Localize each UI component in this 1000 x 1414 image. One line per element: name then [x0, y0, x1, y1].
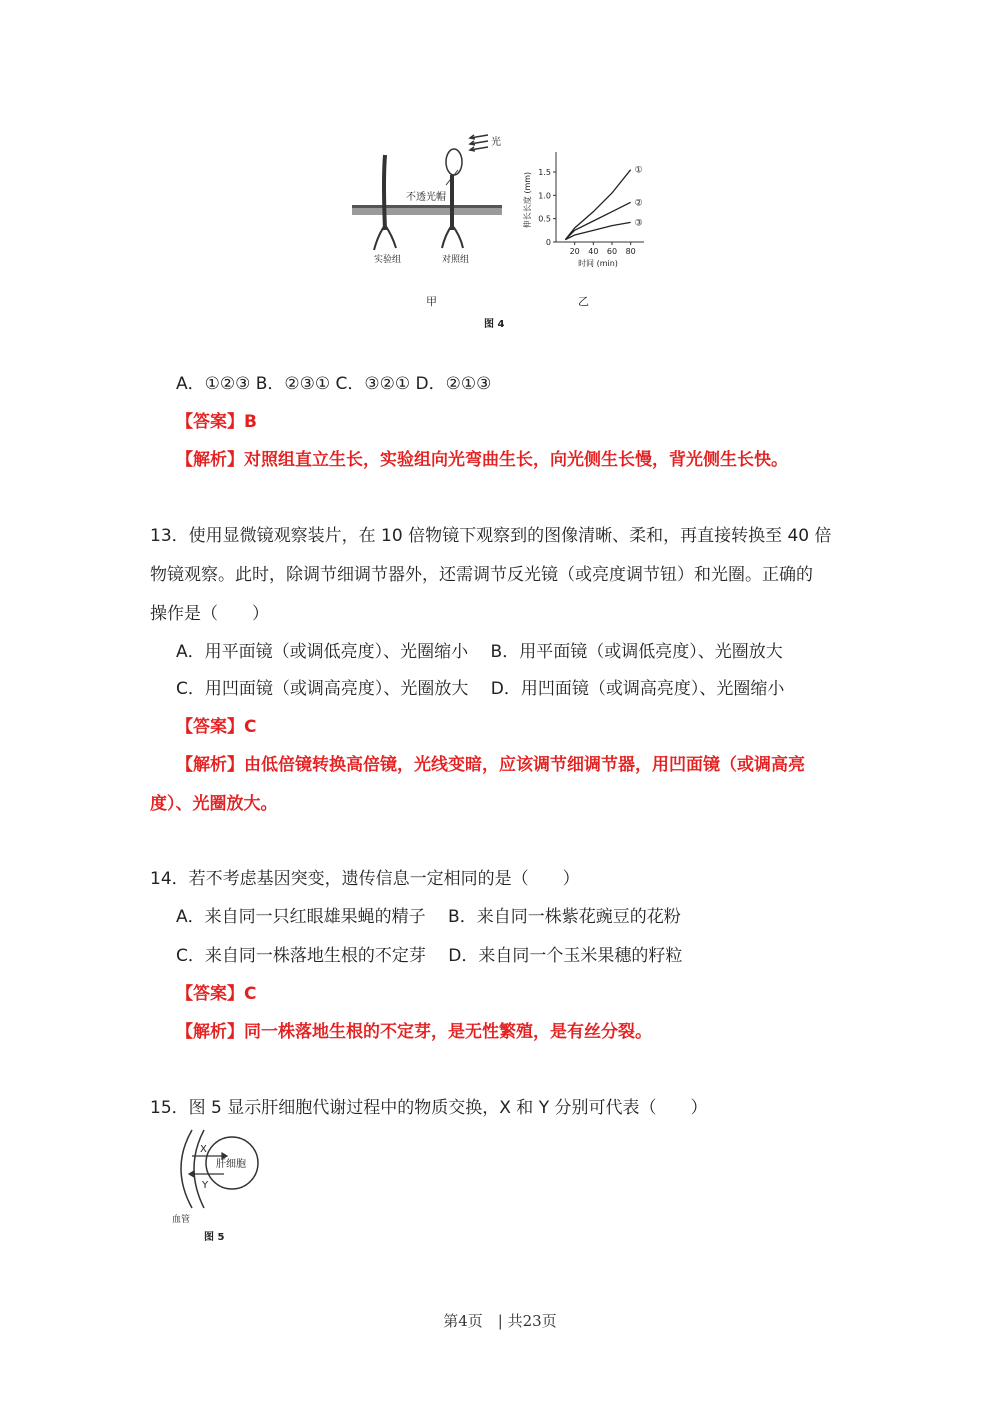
- x-tick-label: 60: [606, 247, 618, 256]
- q14-analysis: 【解析】同一株落地生根的不定芽，是无性繁殖，是有丝分裂。: [176, 1022, 652, 1042]
- x-label: X: [200, 1144, 207, 1155]
- blood-vessel-walls: [181, 1130, 204, 1208]
- series-label-1: ①: [634, 165, 643, 176]
- sub-label-right: 乙: [578, 295, 589, 308]
- series-label-3: ③: [634, 218, 643, 229]
- q13-analysis-line-2: 度）、光圈放大。: [150, 794, 278, 814]
- light-arrows: [470, 135, 488, 151]
- experimental-seedling: [374, 155, 396, 250]
- figure-4: [350, 130, 650, 335]
- liver-cell-label: 肝细胞: [216, 1159, 246, 1170]
- series-line-2: [565, 202, 630, 239]
- figure-4-caption: 图 4: [484, 319, 505, 330]
- q13-answer: 【答案】C: [176, 717, 257, 737]
- q12-answer: 【答案】B: [176, 412, 257, 432]
- opaque-cap-label: 不透光帽: [406, 192, 446, 203]
- y-axis-label: 伸长长度 (mm): [523, 171, 532, 229]
- x-axis-label: 时间 (min): [578, 259, 618, 268]
- x-tick-label: 80: [625, 247, 636, 256]
- x-tick-label: 40: [588, 247, 599, 256]
- q12-analysis: 【解析】对照组直立生长，实验组向光弯曲生长，向光侧生长慢，背光侧生长快。: [176, 450, 788, 470]
- series-label-2: ②: [634, 198, 643, 209]
- group-label-control: 对照组: [442, 255, 470, 265]
- q14-options-line-2: C．来自同一株落地生根的不定芽 D．来自同一个玉米果穗的籽粒: [176, 946, 683, 966]
- q13-options-line-1: A．用平面镜（或调低亮度）、光圈缩小 B．用平面镜（或调低亮度）、光圈放大: [176, 642, 783, 662]
- q14-options-line-1: A．来自同一只红眼雄果蝇的精子 B．来自同一株紫花豌豆的花粉: [176, 907, 681, 927]
- growth-chart: [522, 152, 644, 268]
- q13-stem-line-1: 13．使用显微镜观察装片，在 10 倍物镜下观察到的图像清晰、柔和，再直接转换至 40 倍: [150, 526, 832, 546]
- page-footer: 第4页 | 共23页: [443, 1312, 557, 1330]
- q13-stem-line-3: 操作是（ ）: [150, 604, 269, 624]
- x-tick-label: 20: [569, 247, 580, 256]
- figure-5-caption: 图 5: [204, 1232, 225, 1243]
- figure-5: [170, 1128, 270, 1246]
- series-line-3: [565, 222, 630, 239]
- q14-stem: 14．若不考虑基因突变，遗传信息一定相同的是（ ）: [150, 869, 580, 889]
- sub-label-left: 甲: [426, 295, 437, 308]
- y-tick-label: 0: [545, 238, 551, 247]
- light-label: 光: [491, 137, 501, 148]
- y-tick-label: 0.5: [538, 214, 551, 224]
- y-label: Y: [202, 1180, 209, 1191]
- y-tick-label: 1.0: [538, 191, 551, 201]
- y-tick-label: 1.5: [538, 168, 551, 177]
- q12-options: A．①②③ B．②③① C．③②① D．②①③: [176, 374, 492, 394]
- q13-options-line-2: C．用凹面镜（或调高亮度）、光圈放大 D．用凹面镜（或调高亮度）、光圈缩小: [176, 679, 785, 699]
- vessel-label: 血管: [172, 1215, 191, 1225]
- q15-stem: 15．图 5 显示肝细胞代谢过程中的物质交换，X 和 Y 分别可代表（ ）: [150, 1098, 708, 1118]
- q13-analysis-line-1: 【解析】由低倍镜转换高倍镜，光线变暗，应该调节细调节器，用凹面镜（或调高亮: [176, 755, 805, 775]
- group-label-experimental: 实验组: [374, 255, 402, 265]
- q13-stem-line-2: 物镜观察。此时，除调节细调节器外，还需调节反光镜（或亮度调节钮）和光圈。正确的: [150, 565, 813, 585]
- q14-answer: 【答案】C: [176, 984, 257, 1004]
- soil-band: [352, 205, 502, 215]
